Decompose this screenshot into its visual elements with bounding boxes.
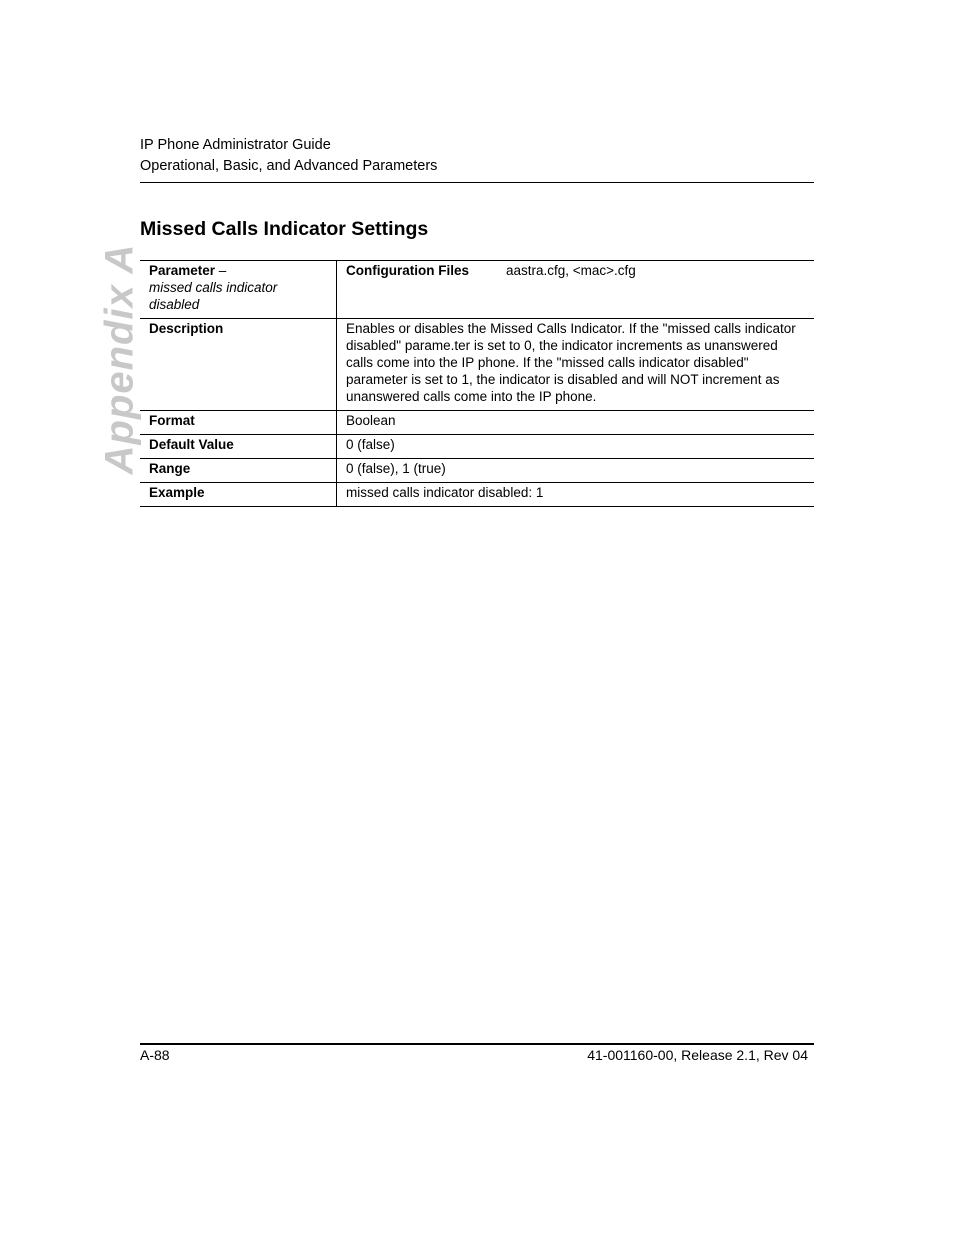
parameter-cell [140, 261, 337, 319]
header-guide-title: IP Phone Administrator Guide [140, 137, 331, 153]
table-row [140, 435, 814, 459]
row-label: Example [140, 483, 337, 507]
config-files-value: aastra.cfg, <mac>.cfg [506, 263, 636, 278]
table-row [140, 319, 814, 411]
table-row [140, 483, 814, 507]
header-rule [140, 182, 814, 183]
table-row [140, 459, 814, 483]
header-section-name: Operational, Basic, and Advanced Parameters [140, 158, 438, 174]
row-label: Description [140, 319, 337, 411]
footer-rule [140, 1043, 814, 1045]
row-value: missed calls indicator disabled: 1 [337, 483, 815, 507]
footer-page-number: A-88 [140, 1047, 170, 1063]
parameter-dash: – [215, 263, 227, 278]
footer-doc-id: 41-001160-00, Release 2.1, Rev 04 [587, 1047, 808, 1063]
parameter-row [140, 261, 814, 319]
table-row [140, 411, 814, 435]
appendix-side-tab-label: Appendix A [97, 243, 142, 475]
row-value: 0 (false), 1 (true) [337, 459, 815, 483]
config-files-cell [337, 261, 815, 319]
row-value: Boolean [337, 411, 815, 435]
parameter-label: Parameter [149, 263, 216, 278]
row-label: Default Value [140, 435, 337, 459]
parameter-name: missed calls indicator disabled [149, 280, 278, 312]
row-value: Enables or disables the Missed Calls Indicator. If the "missed calls indicator disabled" parame.ter is set to 0, the indicator increments as unanswered calls come into the IP phone. If the "missed calls indicator disabled" parameter is set to 1, the indicator is disabled and will NOT increment as unanswered calls come into the IP phone. [337, 319, 815, 411]
appendix-side-tab [97, 243, 142, 475]
row-value: 0 (false) [337, 435, 815, 459]
row-label: Range [140, 459, 337, 483]
parameter-table [140, 260, 814, 507]
row-label: Format [140, 411, 337, 435]
section-title: Missed Calls Indicator Settings [140, 218, 429, 240]
config-files-label: Configuration Files [346, 263, 469, 278]
